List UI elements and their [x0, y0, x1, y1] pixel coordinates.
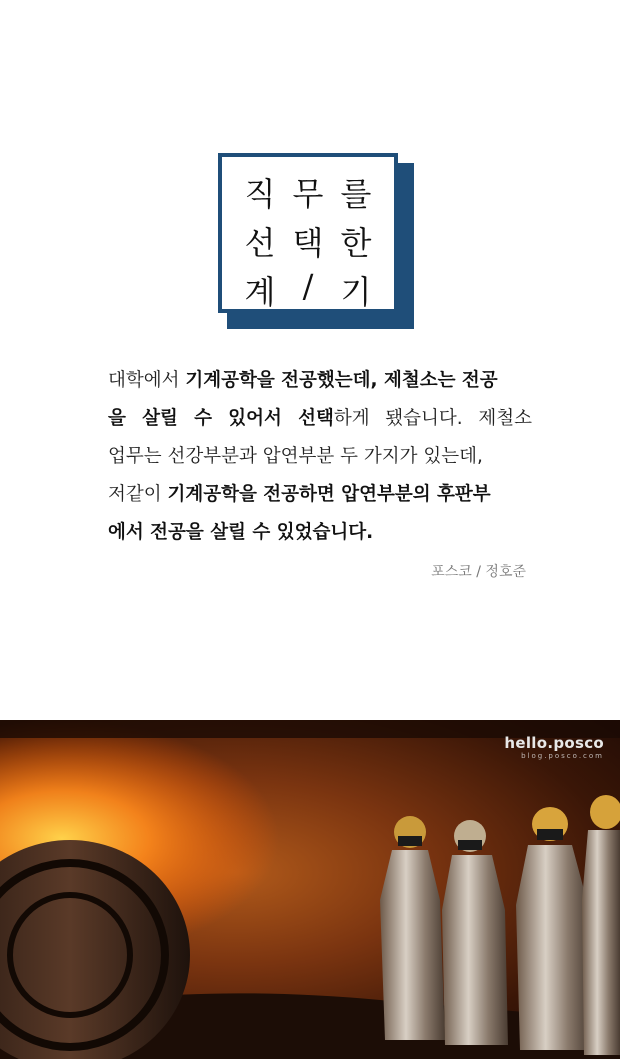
quote-bold: 기계공학을 전공했는데, 제철소는 전공 [185, 370, 498, 391]
watermark [504, 734, 604, 760]
quote-bold: 에서 전공을 살릴 수 있었습니다. [108, 522, 374, 543]
quote-bold: 기계공학을 전공하면 압연부분의 후판부 [167, 484, 491, 505]
title-char: 계 [244, 273, 276, 311]
quote-line-1 [108, 362, 532, 400]
title-char: 택 [292, 224, 324, 262]
quote-line-3: 업무는 선강부분과 압연부분 두 가지가 있는데, [108, 446, 483, 467]
quote-line-5 [108, 514, 532, 552]
title-char: 직 [244, 175, 276, 213]
title-char: 기 [340, 273, 372, 311]
quote-plain: 대학에서 [108, 370, 186, 391]
title-line-3 [222, 267, 394, 313]
quote-plain: 저같이 [108, 484, 168, 505]
title-char: 무 [292, 175, 324, 213]
quote-text [108, 362, 532, 552]
title-char: / [302, 267, 314, 305]
title-box [218, 153, 398, 313]
title-char: 를 [340, 175, 372, 213]
worker [582, 795, 620, 1055]
quote-bold: 을 살릴 수 있어서 선택 [108, 408, 334, 429]
title-block [218, 153, 416, 329]
title-char: 한 [340, 224, 372, 262]
photo-illustration [0, 720, 620, 1059]
watermark-logo: hello.posco [504, 734, 604, 752]
quote-plain: 하게 됐습니다. 제철소 [333, 408, 532, 429]
steel-mill-photo [0, 720, 620, 1059]
quote-line-2 [108, 400, 532, 438]
quote-line-4 [108, 476, 532, 514]
attribution: 포스코 / 정호준 [431, 564, 526, 580]
title-line-2 [222, 218, 394, 264]
title-char: 선 [244, 224, 276, 262]
watermark-url: blog.posco.com [521, 752, 604, 760]
title-line-1 [222, 169, 394, 215]
